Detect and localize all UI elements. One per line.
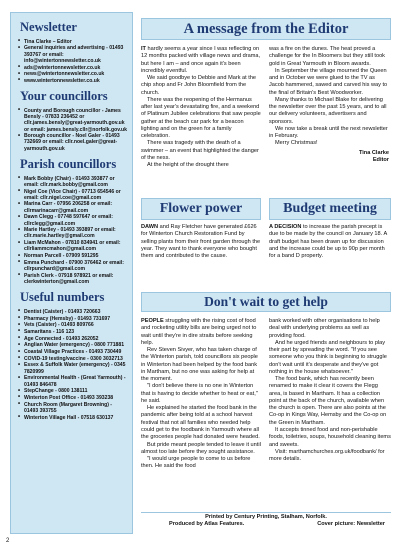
paragraph-text: We said goodbye to Debbie and Mark at the chip shop and Fr John Bloomfield from the church. <box>141 75 257 96</box>
article-paragraph <box>269 126 389 141</box>
paragraph-text: It accepts tinned food and non-perishable foods, toiletries, soups, household cleaning items and sweets. <box>269 426 391 448</box>
paragraph-text: Visit: marthamchurches.org.uk/foodbank/ for more details. <box>269 448 385 463</box>
cover-picture-credit: Cover picture: Newsletter <box>317 521 385 528</box>
list-item: • Tina Clarke – Editor <box>17 39 127 45</box>
paragraph-text: The food bank, which has recently been renamed to make it clear it covers the Flegg area, is based in Martham. It has a collection point at the back of the church, available when the church is open. There are also points at the Co-op in Kings Way, Hemsby and the Co-op on the Green in Martham. <box>269 376 387 426</box>
flower-power-lead: DAWN <box>141 224 159 230</box>
councillors-list <box>17 108 127 152</box>
list-item: • Coastal Village Practices - 01493 730449 <box>17 349 127 355</box>
list-item: • Church Room (Margaret Browning) - 01493 393755 <box>17 402 127 414</box>
list-item: • Age Connected - 01493 262052 <box>17 336 127 342</box>
editor-column-2 <box>269 46 389 164</box>
article-paragraph <box>141 405 261 441</box>
paragraph-text: was a fire on the dunes. The heat proved a challenge for the In Bloomers but they still took gold in Great Yarmouth in Bloom awards. <box>269 46 385 67</box>
list-item: • COVID-19 testing/vaccine - 0300 3032713 <box>17 356 127 362</box>
paragraph-text: "I don't believe there is no one in Winterton that is having to decide whether to heat or eat," he said. <box>141 383 258 404</box>
editor-message-title: A message from the Editor <box>141 18 391 40</box>
paragraph-text: "I would urge people to come to us before then. He said the food <box>141 456 251 470</box>
sidebar-heading-councillors: Your councillors <box>20 89 108 104</box>
list-item: • Marie Hartley - 01493 393897 or email: cllr.marie.hartley@gmail.com <box>17 227 127 239</box>
editor-column-2-body <box>269 46 389 148</box>
parish-councillors-list <box>17 176 127 285</box>
paragraph-text: struggling with the rising cost of food and rocketing utility bills are being urged not to wait until they're in dire straits before seeking help. <box>141 318 257 346</box>
flower-power-title: Flower power <box>141 198 261 220</box>
list-item: • Dentist (Caister) - 01493 720663 <box>17 309 127 315</box>
budget-meeting-body <box>269 224 391 260</box>
list-item: • Environmental Health - (Great Yarmouth) - 01493 846478 <box>17 375 127 387</box>
budget-meeting-text: to increase the parish precept is due to be made by the council on January 18. A draft budget has been drawn up for discussion and the increase could be up to 90p per month for a band D property. <box>269 224 387 260</box>
paragraph-text: We now take a break until the next newsletter in February. <box>269 125 388 140</box>
article-paragraph <box>269 46 389 68</box>
article-paragraph <box>269 97 389 126</box>
useful-numbers-list <box>17 309 127 421</box>
article-paragraph <box>269 340 391 376</box>
printer-credit: Printed by Century Printing, Stalham, Norfolk. <box>205 514 327 520</box>
article-paragraph <box>141 318 261 347</box>
page-number: 2 <box>6 538 10 544</box>
flower-power-body <box>141 224 261 260</box>
paragraph-lead: PEOPLE <box>141 318 164 324</box>
producer-credit: Produced by Atlas Features. <box>169 521 245 528</box>
editor-signature-role: Editor <box>372 156 389 163</box>
footer-divider <box>141 512 391 513</box>
sidebar-heading-useful: Useful numbers <box>20 290 105 305</box>
paragraph-text: There was the reopening of the Hermanus after last year's devastating fire, and a weekend of Platinum Jubilee celebrations that saw people gather at the beach car park for a beacon lighting and on the green for a family celebration. <box>141 96 261 140</box>
help-article-title: Don't wait to get help <box>141 292 391 312</box>
editor-column-1 <box>141 46 261 170</box>
list-item: • Vets (Caister) - 01493 809766 <box>17 322 127 328</box>
list-item: • Mark Bobby (Chair) - 01493 393877 or email: cllr.mark.bobby@gmail.com <box>17 176 127 188</box>
list-item: • Norman Parcell - 07909 591295 <box>17 253 127 259</box>
article-paragraph <box>269 449 391 464</box>
list-item: • www.wintertonnewsletter.co.uk <box>17 78 127 84</box>
paragraph-text: He explained he started the food bank in the pandemic after being told at a school harvest festival that not all families who needed help could get to the foodbank in Yarmouth where all the groceries people had donated were headed. <box>141 405 260 441</box>
sidebar-heading-parish: Parish councillors <box>20 156 117 171</box>
article-paragraph <box>141 456 261 471</box>
list-item: • StepChange - 0800 138111 <box>17 388 127 394</box>
article-paragraph <box>141 140 261 162</box>
article-paragraph <box>269 140 389 147</box>
list-item: • Parish Clerk - 07918 978921 or email: clerkwinterton@gmail.com <box>17 273 127 285</box>
article-paragraph <box>141 97 261 141</box>
help-column-2 <box>269 318 391 463</box>
sidebar-contacts <box>10 12 133 534</box>
article-paragraph <box>141 75 261 97</box>
article-paragraph <box>269 318 391 340</box>
list-item: • County and Borough councillor - James Bensly - 07833 236452 or cllr.james.bensly@great-yarmouth.gov.uk or email: james.bensly.cllr@norfolk.gov.uk <box>17 108 127 133</box>
help-column-1 <box>141 318 261 471</box>
paragraph-text: In September the village mourned the Queen and in October we were glued to the TV as Jacob hammered, sawed and carved his way to the final of Britain's Best Woodworker. <box>269 67 388 96</box>
article-paragraph <box>141 347 261 383</box>
print-credits <box>141 514 391 536</box>
article-paragraph <box>141 442 261 457</box>
list-item: • Borough councillor - Noel Galer - 01493 732669 or email: cllr.noel.galer@great-yarmouth.gov.uk <box>17 133 127 152</box>
list-item: • Nigel Coe (Vice Chair) - 07713 654546 or email: cllr.nigel.coe@gmail.com <box>17 189 127 201</box>
paragraph-text: There was tragedy with the death of a swimmer – an event that highlighted the danger of the ness. <box>141 140 259 161</box>
paragraph-text: bank worked with other organisations to help deal with underlying problems as well as providing food. <box>269 318 380 339</box>
article-paragraph <box>141 46 261 75</box>
article-paragraph <box>269 427 391 449</box>
list-item: • Dawn Clegg - 07748 597647 or email: cllrclegg@gmail.com <box>17 214 127 226</box>
budget-meeting-title: Budget meeting <box>269 198 391 220</box>
list-item: • news@wintertonnewsletter.co.uk <box>17 71 127 77</box>
paragraph-text: And he urged friends and neighbours to play their part by spreading the word. "If you see someone who you think is beginning to struggle don't wait until it's desperate and they've got nothing in the house whatsoever." <box>269 339 387 375</box>
paragraph-text: Merry Christmas! <box>275 140 318 147</box>
paragraph-lead: IT <box>141 46 146 52</box>
budget-meeting-lead: A DECISION <box>269 224 302 230</box>
paragraph-text: Rev Steven Sivyer, who has taken charge of the Winterton parish, told councillors six people in Winterton had been helped by the food bank in Martham, but no one was asking for help at the moment. <box>141 347 258 383</box>
editor-signature-name: Tina Clarke <box>358 149 389 156</box>
list-item: • Emma Punchard - 07900 376462 or email: cllrpunchard@gmail.com <box>17 260 127 272</box>
newsletter-contact-list <box>17 39 127 84</box>
list-item: • Winterton Post Office - 01493 393238 <box>17 395 127 401</box>
article-paragraph <box>141 162 261 169</box>
article-paragraph <box>269 68 389 97</box>
list-item: • Liam McMahon - 07810 834941 or email: cllrliammcmahon@gmail.com <box>17 240 127 252</box>
list-item: • Anglian Water (emergency) - 0800 771881 <box>17 342 127 348</box>
flower-power-text: and Ray Fletcher have generated £626 for Winterton Church Restoration Fund by selling plants from their front garden through the year. They want to thank everyone who bought them and contributed to the cause. <box>141 224 261 260</box>
list-item: • Essex & Suffolk Water (emergency) - 0345 7820999 <box>17 362 127 374</box>
paragraph-text: Many thanks to Michael Blake for delivering the newsletter over the past 15 years, and to all our delivery volunteers, advertisers and sponsors. <box>269 96 387 125</box>
article-paragraph <box>269 376 391 427</box>
list-item: • General inquiries and advertising - 01493 393767 or email: info@wintertonnewsletter.co.uk <box>17 45 127 64</box>
list-item: • Winterton Village Hall - 07518 630137 <box>17 415 127 421</box>
list-item: • ads@wintertonnewsletter.co.uk <box>17 65 127 71</box>
list-item: • Marina Carr - 07956 206258 or email: cllrmarinacarr@gmail.com <box>17 201 127 213</box>
paragraph-text: But pride meant people tended to leave it until almost too late before they sought assistance. <box>141 441 261 455</box>
list-item: • Samaritans - 116 123 <box>17 329 127 335</box>
paragraph-text: hardly seems a year since I was reflecting on 12 months packed with village news and drama, but here I am – and once again it's been incredibly eventful. <box>141 46 261 74</box>
article-paragraph <box>141 383 261 405</box>
list-item: • Pharmacy (Hemsby) - 01493 731697 <box>17 316 127 322</box>
paragraph-text: At the height of the drought there <box>147 162 229 169</box>
sidebar-heading-newsletter: Newsletter <box>20 20 77 34</box>
